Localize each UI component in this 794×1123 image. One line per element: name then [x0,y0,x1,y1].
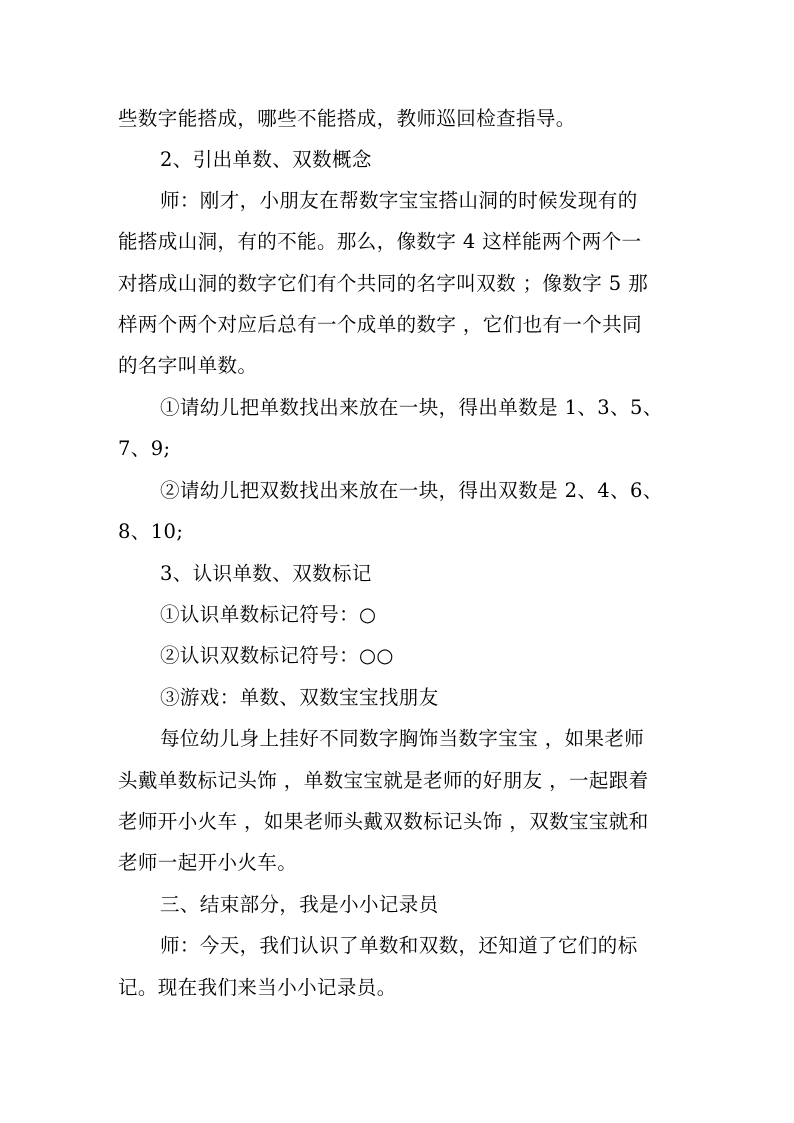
section-heading: 3、认识单数、双数标记 [160,562,372,585]
list-item: ②请幼儿把双数找出来放在一块，得出双数是 2、4、6、 [160,479,663,502]
paragraph-line: 些数字能搭成，哪些不能搭成，教师巡回检查指导。 [118,107,576,130]
list-item: ①请幼儿把单数找出来放在一块，得出单数是 1、3、5、 [160,396,663,419]
paragraph-line: 师：刚才，小朋友在帮数字宝宝搭山洞的时候发现有的 [160,189,638,212]
list-item: ①认识单数标记符号：○ [160,603,377,626]
paragraph-line: 老师开小火车 ，如果老师头戴双数标记头饰 ，双数宝宝就和 [118,810,649,833]
section-heading: 三、结束部分，我是小小记录员 [160,893,439,916]
paragraph-line: 每位幼儿身上挂好不同数字胸饰当数字宝宝 ，如果老师 [160,727,645,750]
paragraph-line: 老师一起开小火车。 [118,851,298,874]
paragraph-line: 能搭成山洞，有的不能。那么，像数字 4 这样能两个两个一 [118,230,642,253]
paragraph-line: 8、10; [118,520,184,543]
list-item: ②认识双数标记符号：○○ [160,644,394,667]
list-item: ③游戏：单数、双数宝宝找朋友 [160,686,439,709]
paragraph-line: 师：今天，我们认识了单数和双数，还知道了它们的标 [160,934,638,957]
paragraph-line: 7、9; [118,437,171,460]
paragraph-line: 记。现在我们来当小小记录员。 [118,976,397,999]
section-heading: 2、引出单数、双数概念 [160,148,372,171]
paragraph-line: 对搭成山洞的数字它们有个共同的名字叫双数 ；像数字 5 那 [118,272,649,295]
paragraph-line: 样两个两个对应后总有一个成单的数字 ，它们也有一个共同 [118,313,642,336]
paragraph-line: 的名字叫单数。 [118,354,258,377]
paragraph-line: 头戴单数标记头饰 ，单数宝宝就是老师的好朋友 ，一起跟着 [118,769,649,792]
